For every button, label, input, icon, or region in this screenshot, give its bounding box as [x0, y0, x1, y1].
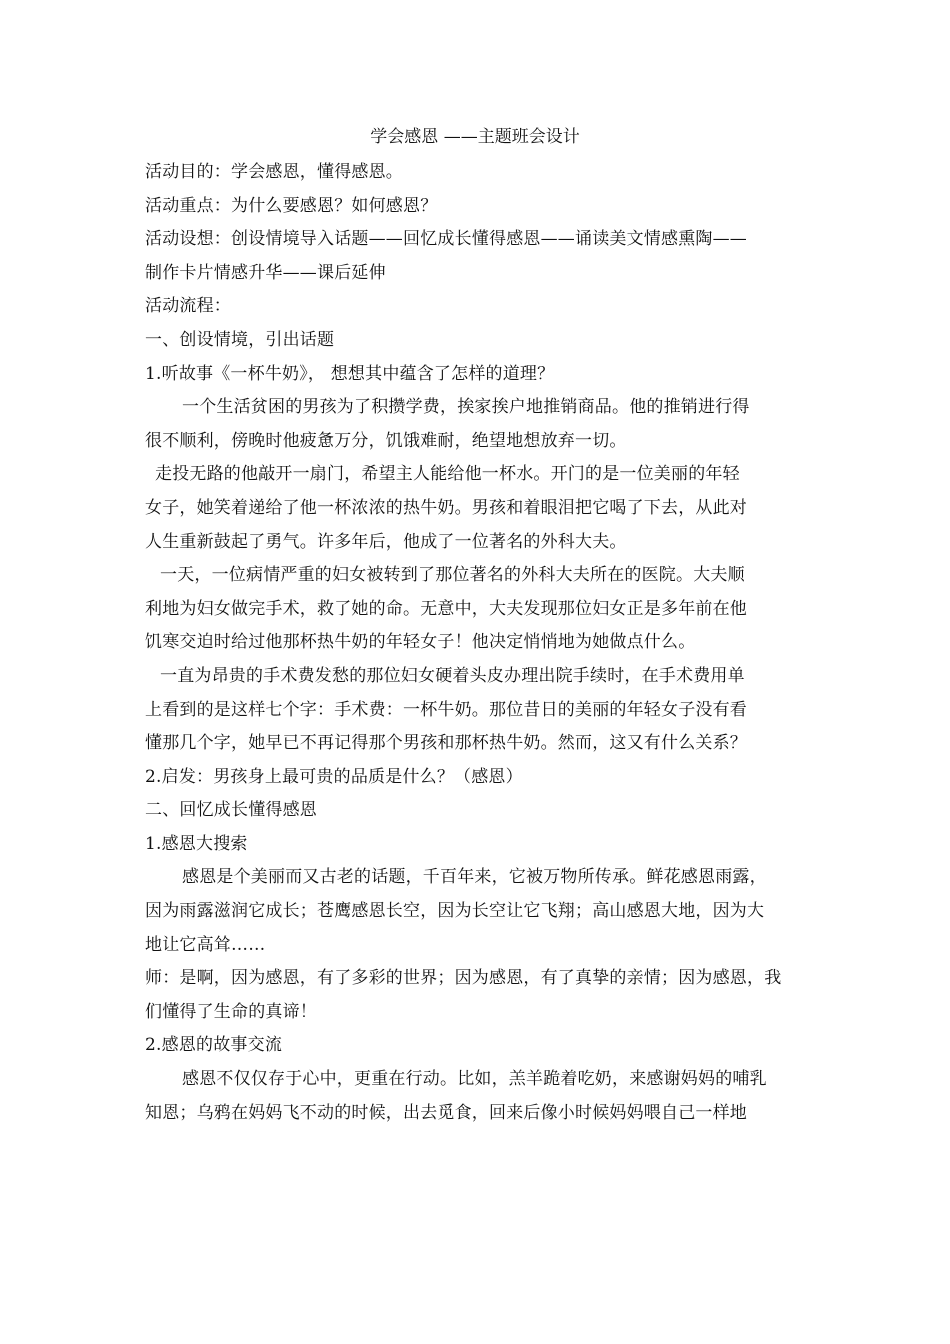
text-line: 活动重点：为什么要感恩？如何感恩？: [145, 195, 438, 216]
text-line: 活动目的：学会感恩，懂得感恩。: [145, 162, 403, 182]
text-line: 制作卡片情感升华——课后延伸: [145, 262, 386, 283]
text-line: 饥寒交迫时给过他那杯热牛奶的年轻女子！他决定悄悄地为她做点什么。: [145, 632, 696, 653]
text-line: 活动设想：创设情境导入话题——回忆成长懂得感恩——诵读美文情感熏陶——: [145, 229, 747, 250]
text-line: 上看到的是这样七个字：手术费：一杯牛奶。那位昔日的美丽的年轻女子没有看: [145, 699, 747, 720]
text-line: 2.感恩的故事交流: [145, 1035, 283, 1056]
text-line: 们懂得了生命的真谛！: [145, 1001, 317, 1022]
text-line: 利地为妇女做完手术，救了她的命。无意中，大夫发现那位妇女正是多年前在他: [145, 598, 747, 619]
text-line: 人生重新鼓起了勇气。许多年后，他成了一位著名的外科大夫。: [145, 531, 627, 552]
text-line: 一个生活贫困的男孩为了积攒学费，挨家挨户地推销商品。他的推销进行得: [182, 397, 750, 418]
text-line: 感恩不仅仅存于心中，更重在行动。比如，羔羊跪着吃奶，来感谢妈妈的哺乳: [182, 1069, 767, 1090]
text-line: 地让它高耸……: [145, 934, 266, 955]
text-line: 一直为昂贵的手术费发愁的那位妇女硬着头皮办理出院手续时，在手术费用单: [160, 665, 745, 686]
text-line: 因为雨露滋润它成长；苍鹰感恩长空，因为长空让它飞翔；高山感恩大地，因为大: [145, 901, 765, 922]
text-line: 二、回忆成长懂得感恩: [145, 800, 317, 821]
document-body: [145, 156, 809, 1130]
text-line: 女子，她笑着递给了他一杯浓浓的热牛奶。男孩和着眼泪把它喝了下去，从此对: [145, 497, 747, 518]
text-line: 1.感恩大搜索: [145, 833, 248, 854]
text-line: 感恩是个美丽而又古老的话题，千百年来，它被万物所传承。鲜花感恩雨露，: [182, 867, 767, 888]
text-line: 师：是啊，因为感恩，有了多彩的世界；因为感恩，有了真挚的亲情；因为感恩，我: [145, 968, 782, 989]
text-line: 懂那几个字，她早已不再记得那个男孩和那杯热牛奶。然而，这又有什么关系？: [145, 733, 747, 754]
text-line: 走投无路的他敲开一扇门，希望主人能给他一杯水。开门的是一位美丽的年轻: [155, 464, 740, 485]
document-title: 学会感恩 ——主题班会设计: [370, 127, 580, 147]
text-line: 一天，一位病情严重的妇女被转到了那位著名的外科大夫所在的医院。大夫顺: [160, 565, 745, 586]
text-line: 很不顺利，傍晚时他疲惫万分，饥饿难耐，绝望地想放弃一切。: [145, 430, 627, 451]
text-line: 活动流程：: [145, 296, 231, 317]
text-line: 1.听故事《一杯牛奶》， 想想其中蕴含了怎样的道理？: [145, 363, 555, 384]
text-line: 知恩；乌鸦在妈妈飞不动的时候，出去觅食，回来后像小时候妈妈喂自己一样地: [145, 1102, 747, 1123]
text-line: 一、创设情境，引出话题: [145, 329, 335, 350]
text-line: 2.启发：男孩身上最可贵的品质是什么？（感恩）: [145, 766, 523, 787]
